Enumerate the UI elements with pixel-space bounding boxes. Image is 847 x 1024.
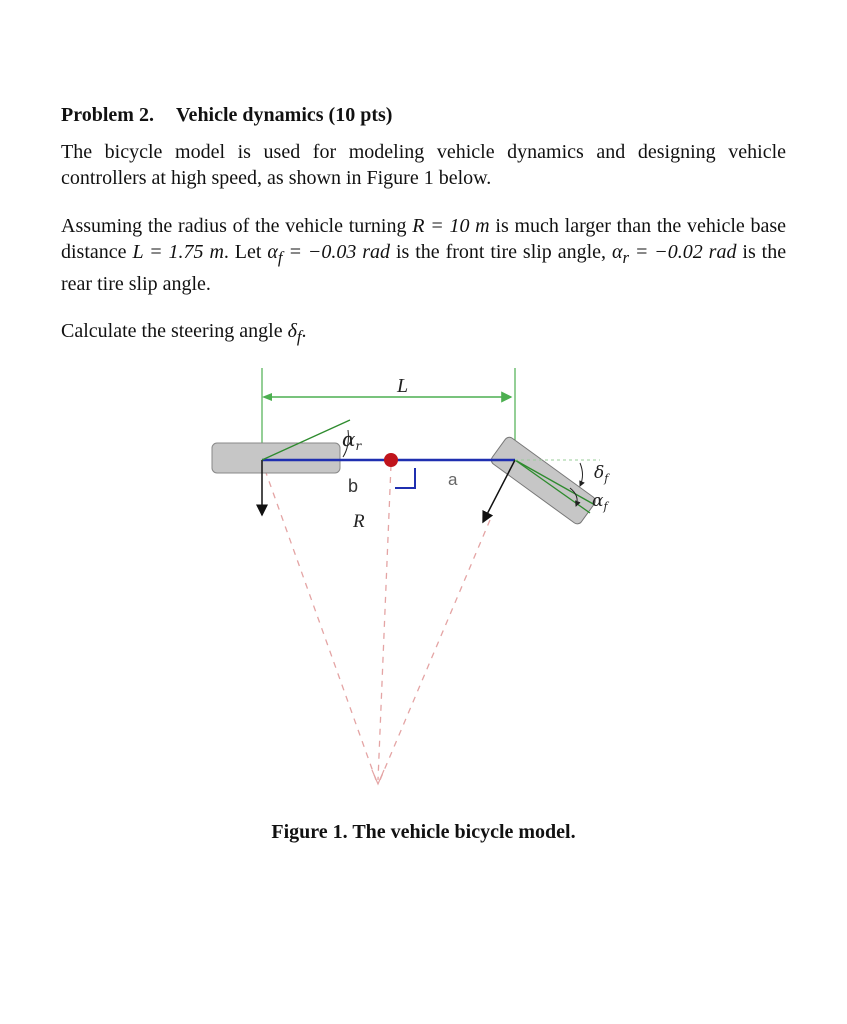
front-velocity-arrow — [483, 460, 515, 522]
radius-equation: R = 10 m — [412, 215, 490, 237]
assumption-text-5: is the rear tire slip angle. — [61, 241, 787, 295]
rear-slip-equation — [611, 241, 737, 267]
task-paragraph — [61, 318, 786, 350]
radius-line-front — [380, 520, 490, 780]
delta-subscript: f — [296, 327, 302, 346]
assumption-text-2: is much larger than the vehicle base distance — [61, 215, 787, 263]
assumption-paragraph — [61, 213, 786, 297]
right-angle-marker — [395, 468, 415, 488]
problem-heading — [61, 104, 392, 127]
problem-title: Vehicle dynamics (10 pts) — [175, 104, 393, 126]
label-b: b — [348, 476, 359, 496]
figure-caption: Figure 1. The vehicle bicycle model. — [271, 821, 576, 843]
label-L: L — [397, 375, 409, 397]
label-R: R — [353, 511, 365, 532]
steering-angle-symbol — [287, 320, 302, 346]
delta-arc — [580, 463, 583, 486]
center-of-gravity — [384, 453, 398, 467]
problem-label: Problem 2. — [61, 104, 154, 126]
delta-symbol: δ — [287, 320, 297, 342]
alpha-r-symbol: α — [611, 241, 623, 263]
base-distance-equation: L = 1.75 m — [132, 241, 224, 263]
intro-paragraph: The bicycle model is used for modeling vehicle dynamics and designing vehicle controllers at high speed, as shown in Figure 1 below. — [61, 141, 786, 189]
bicycle-model-figure — [200, 360, 630, 800]
dimension-left-arrowhead — [262, 393, 272, 401]
rear-tire — [212, 443, 340, 473]
alpha-r-value: = −0.02 rad — [634, 241, 737, 263]
front-slip-equation — [267, 241, 391, 267]
task-text: Calculate the steering angle — [61, 320, 283, 342]
label-alpha-r: $\alpha_r$ — [342, 427, 362, 453]
task-end: . — [301, 320, 307, 342]
label-a: a — [448, 470, 458, 489]
assumption-text-3: . Let — [223, 241, 262, 263]
alpha-f-symbol: α — [267, 241, 278, 263]
radius-line-center — [378, 465, 391, 780]
assumption-text-4: is the front tire slip angle, — [395, 241, 607, 263]
label-alpha-f: $\alpha_f$ — [592, 491, 608, 513]
alpha-f-value: = −0.03 rad — [288, 241, 391, 263]
alpha-f-subscript: f — [277, 248, 283, 267]
label-delta-f: $\delta_f$ — [594, 463, 609, 485]
assumption-text-1: Assuming the radius of the vehicle turning — [61, 215, 407, 237]
alpha-r-subscript: r — [622, 248, 629, 267]
